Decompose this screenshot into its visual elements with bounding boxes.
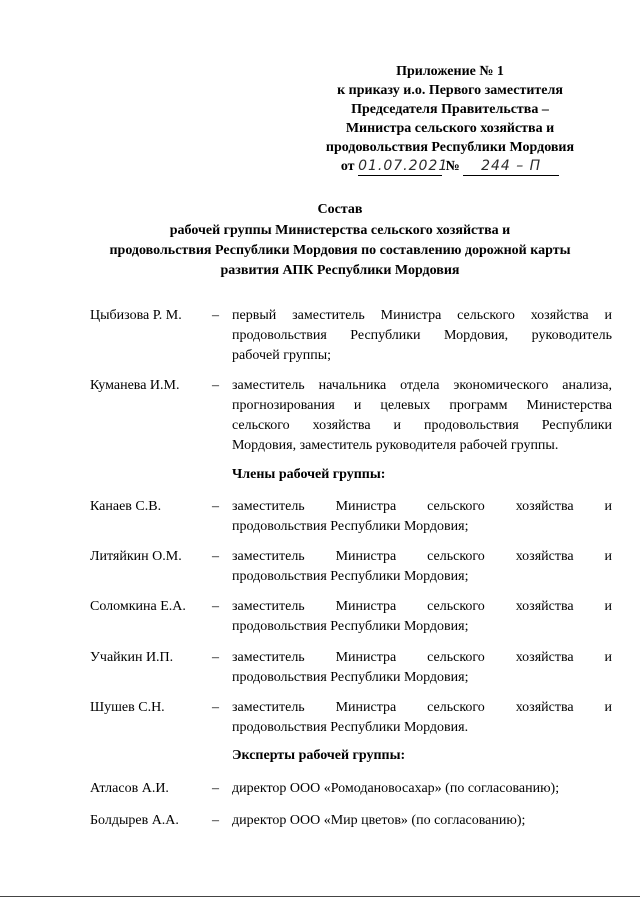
member-name: Учайкин И.П.	[90, 650, 174, 665]
handwritten-number: 244 – П	[481, 158, 542, 174]
role-line: продовольствия Республики Мордовия;	[232, 619, 469, 634]
title-line: развития АПК Республики Мордовия	[220, 263, 460, 278]
member-dash: –	[212, 549, 219, 564]
appendix-line: Председателя Правительства –	[351, 102, 549, 117]
member-name: Шушев С.Н.	[90, 700, 165, 715]
appendix-line: к приказу и.о. Первого заместителя	[337, 83, 563, 98]
expert-name: Атласов А.И.	[90, 781, 169, 796]
member-dash: –	[212, 650, 219, 665]
member-dash: –	[212, 700, 219, 715]
role-line: Мордовия, заместитель руководителя рабочей группы.	[232, 438, 559, 453]
member-dash: –	[212, 378, 219, 393]
role-line: продовольствия Республики Мордовия;	[232, 519, 469, 534]
role-line: прогнозирования и целевых программ Министерства	[232, 398, 612, 413]
role-line: заместитель начальника отдела экономического анализа,	[232, 378, 612, 393]
role-line: продовольствия Республики Мордовия, руководитель	[232, 328, 612, 343]
experts-heading: Эксперты рабочей группы:	[232, 748, 406, 763]
title-line: рабочей группы Министерства сельского хозяйства и	[169, 223, 511, 238]
member-role	[232, 306, 612, 366]
page-bottom-rule	[0, 896, 640, 897]
title-line: продовольствия Республики Мордовия по составлению дорожной карты	[109, 243, 571, 258]
number-label: №	[445, 159, 460, 174]
handwritten-date: 01.07.2021	[358, 158, 449, 174]
role-line: рабочей группы;	[232, 348, 332, 363]
role-line: заместитель Министра сельского хозяйства и	[232, 499, 612, 514]
member-dash: –	[212, 308, 219, 323]
member-role	[232, 547, 612, 587]
role-line: первый заместитель Министра сельского хозяйства и	[232, 308, 612, 323]
member-dash: –	[212, 499, 219, 514]
appendix-line: Министра сельского хозяйства и	[345, 121, 555, 136]
member-role	[232, 698, 612, 738]
from-label: от	[340, 159, 355, 174]
role-line: продовольствия Республики Мордовия.	[232, 720, 469, 735]
member-role	[232, 597, 612, 637]
member-name: Куманева И.М.	[90, 378, 180, 393]
member-name: Соломкина Е.А.	[90, 599, 186, 614]
expert-role: директор ООО «Ромодановосахар» (по согласованию);	[232, 781, 560, 796]
role-line: заместитель Министра сельского хозяйства и	[232, 700, 612, 715]
number-field	[463, 158, 559, 176]
member-name: Канаев С.В.	[90, 499, 162, 514]
member-role	[232, 648, 612, 688]
member-dash: –	[212, 599, 219, 614]
role-line: продовольствия Республики Мордовия;	[232, 569, 469, 584]
title-heading: Состав	[317, 202, 363, 217]
member-name: Цыбизова Р. М.	[90, 308, 182, 323]
role-line: заместитель Министра сельского хозяйства и	[232, 650, 612, 665]
appendix-header	[300, 62, 600, 176]
member-role	[232, 376, 612, 456]
order-date-number-line	[300, 157, 600, 176]
expert-name: Болдырев А.А.	[90, 813, 179, 828]
role-line: сельского хозяйства и продовольствия Республики	[232, 418, 612, 433]
member-name: Литяйкин О.М.	[90, 549, 182, 564]
expert-dash: –	[212, 813, 219, 828]
members-heading: Члены рабочей группы:	[232, 467, 386, 482]
appendix-line: продовольствия Республики Мордовия	[325, 140, 575, 155]
member-role	[232, 497, 612, 537]
expert-role: директор ООО «Мир цветов» (по согласованию);	[232, 813, 526, 828]
appendix-line: Приложение № 1	[396, 64, 504, 79]
expert-dash: –	[212, 781, 219, 796]
role-line: заместитель Министра сельского хозяйства и	[232, 599, 612, 614]
date-field	[358, 158, 449, 176]
role-line: продовольствия Республики Мордовия;	[232, 670, 469, 685]
document-title	[40, 200, 640, 281]
role-line: заместитель Министра сельского хозяйства и	[232, 549, 612, 564]
